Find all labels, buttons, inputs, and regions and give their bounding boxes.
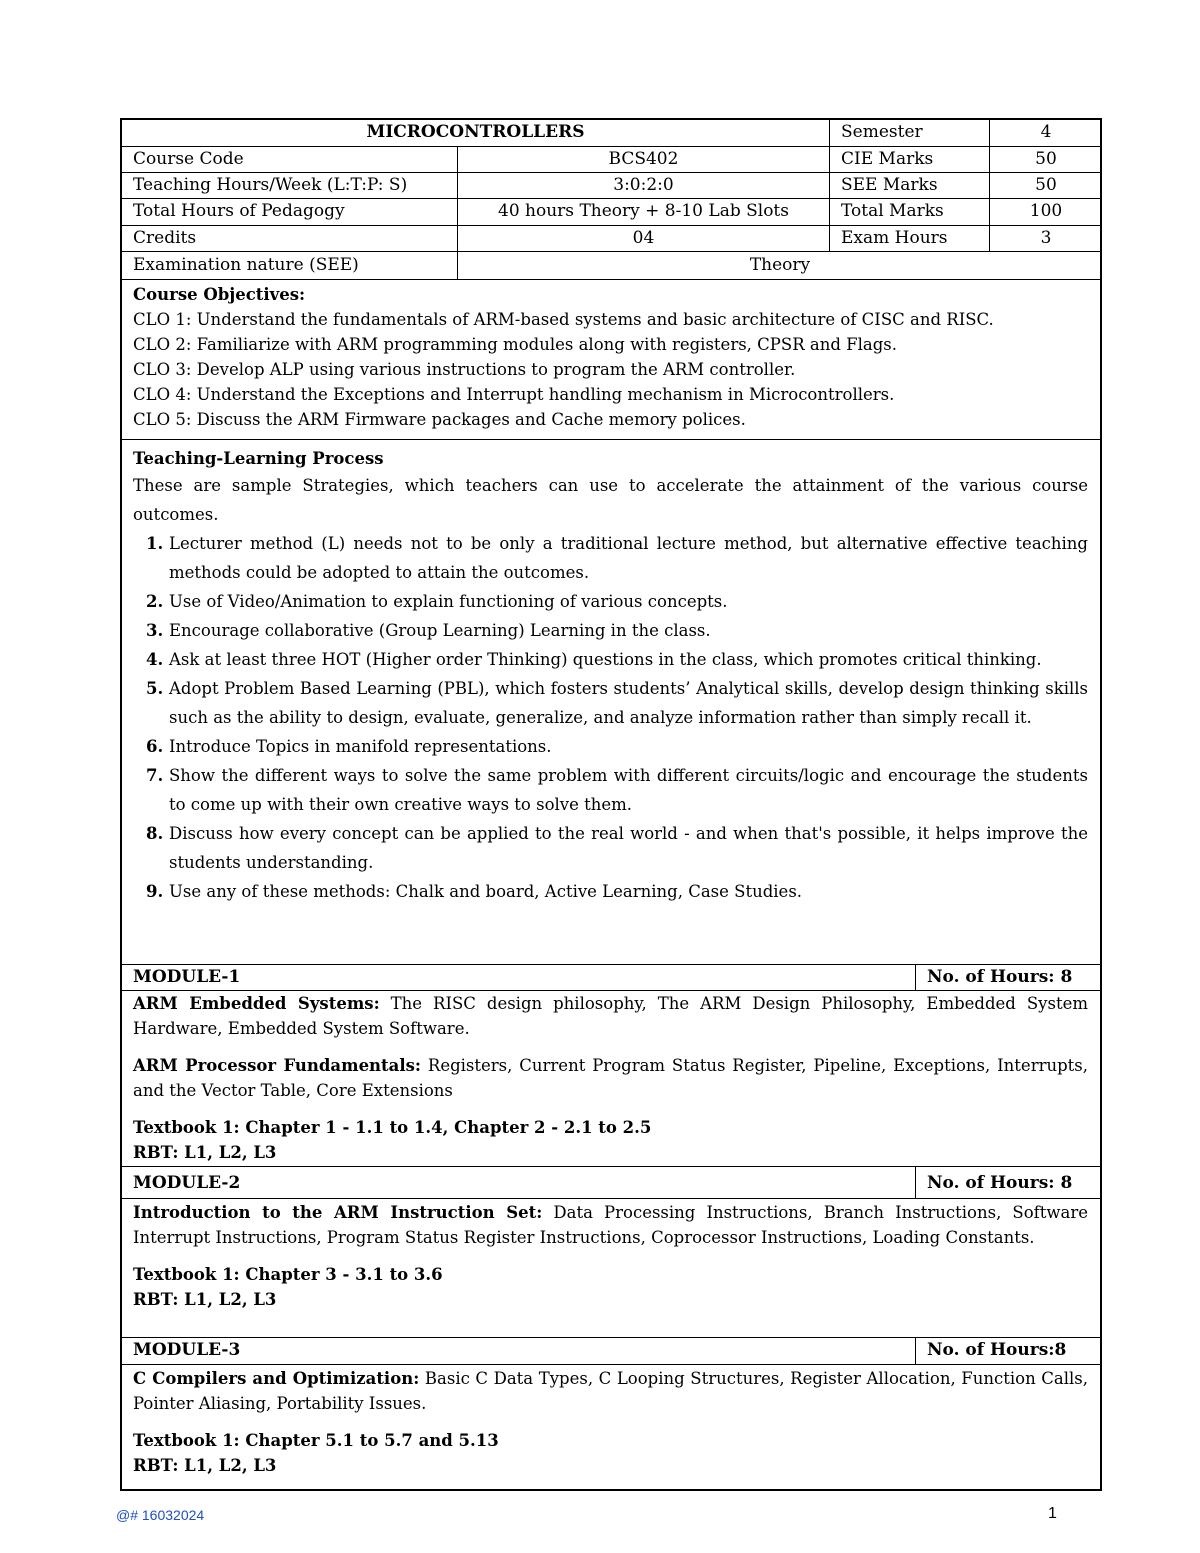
tlp-heading: Teaching-Learning Process — [133, 449, 384, 468]
exam-nature-value: Theory — [749, 255, 811, 275]
marks-label: CIE Marks — [830, 147, 990, 172]
objective-item: CLO 3: Develop ALP using various instructions to program the ARM controller. — [133, 360, 796, 379]
tlp-section — [122, 440, 1100, 965]
module-topic — [133, 1366, 1088, 1416]
info-row — [122, 226, 1100, 252]
topic-body: The RISC design philosophy, The ARM Design Philosophy, Embedded System Hardware, Embedded System Software. — [133, 994, 1088, 1038]
topic-body: Registers, Current Program Status Register, Pipeline, Exceptions, Interrupts, and the Vector Table, Core Extensions — [133, 1056, 1088, 1100]
page-number: 1 — [1048, 1505, 1057, 1522]
info-value: 40 hours Theory + 8-10 Lab Slots — [458, 199, 830, 225]
topic-body: Basic C Data Types, C Looping Structures, Register Allocation, Function Calls, Pointer Aliasing, Portability Issues. — [133, 1369, 1089, 1413]
marks-value: 100 — [1029, 201, 1063, 221]
topic-heading: Introduction to the ARM Instruction Set: — [133, 1203, 543, 1222]
marks-label: SEE Marks — [830, 173, 990, 198]
module-rbt: RBT: L1, L2, L3 — [133, 1456, 277, 1475]
tlp-item: 7. Show the different ways to solve the same problem with different circuits/logic and encourage the students to come up with their own creative ways to solve them. — [169, 761, 1088, 819]
module-title: MODULE-2 — [122, 1167, 916, 1198]
info-row — [122, 147, 1100, 173]
objective-item: CLO 1: Understand the fundamentals of ARM-based systems and basic architecture of CISC and RISC. — [133, 310, 994, 329]
module-textbook: Textbook 1: Chapter 5.1 to 5.7 and 5.13 — [133, 1431, 499, 1450]
module-header — [122, 965, 1100, 991]
info-label: Credits — [122, 226, 458, 251]
objectives-heading: Course Objectives: — [133, 285, 306, 304]
objectives-section — [122, 280, 1100, 440]
tlp-item: 8. Discuss how every concept can be applied to the real world - and when that's possible, it helps improve the students understanding. — [169, 819, 1088, 877]
info-value: 04 — [458, 226, 830, 251]
objective-item: CLO 2: Familiarize with ARM programming modules along with registers, CPSR and Flags. — [133, 335, 897, 354]
marks-value: 50 — [1035, 149, 1057, 169]
info-value: BCS402 — [458, 147, 830, 172]
objective-item: CLO 5: Discuss the ARM Firmware packages and Cache memory polices. — [133, 410, 746, 429]
topic-body: Data Processing Instructions, Branch Instructions, Software Interrupt Instructions, Program Status Register Instructions, Coprocessor Instructions, Loading Constants. — [133, 1203, 1088, 1247]
tlp-item: 3. Encourage collaborative (Group Learning) Learning in the class. — [169, 616, 1088, 645]
module-content — [122, 1365, 1100, 1489]
topic-heading: C Compilers and Optimization: — [133, 1369, 420, 1388]
footer-code: @# 16032024 — [116, 1507, 205, 1523]
objective-item: CLO 4: Understand the Exceptions and Interrupt handling mechanism in Microcontrollers. — [133, 385, 895, 404]
module-hours: No. of Hours:8 — [927, 1340, 1067, 1360]
exam-nature-label: Examination nature (SEE) — [122, 252, 458, 279]
module-title: MODULE-1 — [122, 965, 916, 990]
module-content — [122, 991, 1100, 1167]
info-value: 3:0:2:0 — [458, 173, 830, 198]
module-topic — [133, 1053, 1088, 1103]
module-hours: No. of Hours: 8 — [927, 1173, 1073, 1193]
info-label: Teaching Hours/Week (L:T:P: S) — [122, 173, 458, 198]
semester-label: Semester — [830, 120, 990, 146]
marks-value: 3 — [1040, 228, 1052, 248]
tlp-item: 5. Adopt Problem Based Learning (PBL), which fosters students’ Analytical skills, develop design thinking skills such as the ability to design, evaluate, generalize, and analyze information rather than simply recall it. — [169, 674, 1088, 732]
module-textbook: Textbook 1: Chapter 1 - 1.1 to 1.4, Chapter 2 - 2.1 to 2.5 — [133, 1118, 652, 1137]
syllabus-table — [120, 118, 1102, 1491]
topic-heading: ARM Processor Fundamentals: — [133, 1056, 422, 1075]
module-header — [122, 1338, 1100, 1365]
marks-value: 50 — [1035, 175, 1057, 195]
tlp-item: 2. Use of Video/Animation to explain functioning of various concepts. — [169, 587, 1088, 616]
module-header — [122, 1167, 1100, 1199]
tlp-list — [133, 529, 1088, 906]
marks-label: Total Marks — [830, 199, 990, 225]
topic-heading: ARM Embedded Systems: — [133, 994, 380, 1013]
info-row — [122, 199, 1100, 226]
info-label: Total Hours of Pedagogy — [122, 199, 458, 225]
exam-nature-row — [122, 252, 1100, 280]
tlp-item: 1. Lecturer method (L) needs not to be only a traditional lecture method, but alternative effective teaching methods could be adopted to attain the outcomes. — [169, 529, 1088, 587]
module-topic — [133, 1200, 1088, 1250]
module-hours: No. of Hours: 8 — [927, 967, 1073, 987]
semester-value: 4 — [1040, 122, 1052, 142]
tlp-item: 9. Use any of these methods: Chalk and board, Active Learning, Case Studies. — [169, 877, 1088, 906]
marks-label: Exam Hours — [830, 226, 990, 251]
module-title: MODULE-3 — [122, 1338, 916, 1364]
module-content — [122, 1199, 1100, 1338]
module-rbt: RBT: L1, L2, L3 — [133, 1290, 277, 1309]
info-row — [122, 173, 1100, 199]
tlp-intro: These are sample Strategies, which teachers can use to accelerate the attainment of the various course outcomes. — [133, 476, 1088, 524]
title-row — [122, 120, 1100, 147]
tlp-item: 4. Ask at least three HOT (Higher order Thinking) questions in the class, which promotes critical thinking. — [169, 645, 1088, 674]
info-label: Course Code — [122, 147, 458, 172]
course-title: MICROCONTROLLERS — [122, 120, 830, 146]
module-rbt: RBT: L1, L2, L3 — [133, 1143, 277, 1162]
tlp-item: 6. Introduce Topics in manifold representations. — [169, 732, 1088, 761]
module-topic — [133, 991, 1088, 1041]
module-textbook: Textbook 1: Chapter 3 - 3.1 to 3.6 — [133, 1265, 443, 1284]
